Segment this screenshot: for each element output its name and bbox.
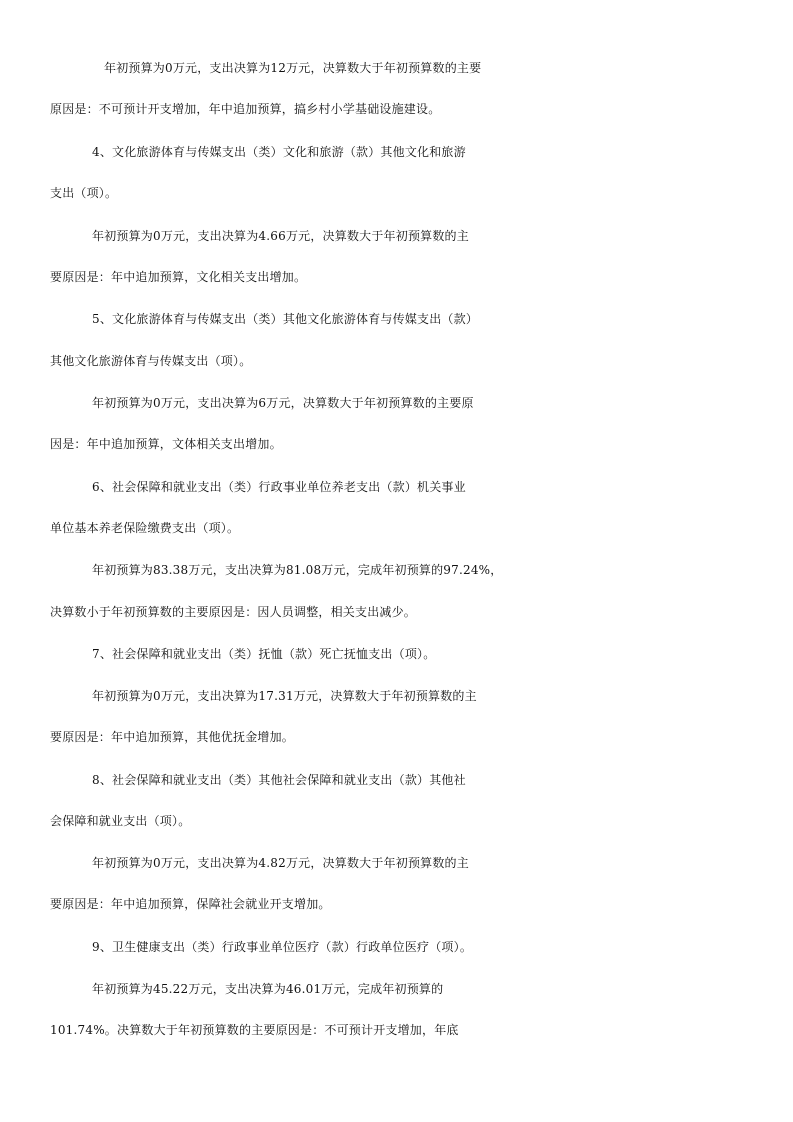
- section-heading-line: 6、社会保障和就业支出（类）行政事业单位养老支出（款）机关事业: [92, 480, 466, 494]
- paragraph-line: 年初预算为0万元，支出决算为12万元，决算数大于年初预算数的主要: [104, 61, 482, 75]
- section-heading-line: 8、社会保障和就业支出（类）其他社会保障和就业支出（款）其他社: [92, 773, 466, 787]
- paragraph-line: 决算数小于年初预算数的主要原因是：因人员调整，相关支出减少。: [50, 605, 417, 619]
- paragraph-line: 年初预算为83.38万元，支出决算为81.08万元，完成年初预算的97.24%，: [92, 563, 503, 577]
- paragraph-line: 101.74%。决算数大于年初预算数的主要原因是：不可预计开支增加，年底: [50, 1023, 459, 1037]
- paragraph-line: 原因是：不可预计开支增加，年中追加预算，搞乡村小学基础设施建设。: [50, 102, 441, 116]
- section-heading-line: 4、文化旅游体育与传媒支出（类）文化和旅游（款）其他文化和旅游: [92, 145, 466, 159]
- paragraph-line: 要原因是：年中追加预算，文化相关支出增加。: [50, 270, 307, 284]
- paragraph-line: 年初预算为0万元，支出决算为4.66万元，决算数大于年初预算数的主: [92, 229, 469, 243]
- paragraph-line: 因是：年中追加预算，文体相关支出增加。: [50, 437, 282, 451]
- section-heading-line: 会保障和就业支出（项）。: [50, 814, 191, 828]
- section-heading-line: 其他文化旅游体育与传媒支出（项）。: [50, 354, 252, 368]
- paragraph-line: 年初预算为0万元，支出决算为4.82万元，决算数大于年初预算数的主: [92, 856, 469, 870]
- paragraph-line: 年初预算为0万元，支出决算为17.31万元，决算数大于年初预算数的主: [92, 689, 477, 703]
- paragraph-line: 要原因是：年中追加预算，其他优抚金增加。: [50, 730, 295, 744]
- paragraph-line: 要原因是：年中追加预算，保障社会就业开支增加。: [50, 897, 331, 911]
- section-heading-line: 5、文化旅游体育与传媒支出（类）其他文化旅游体育与传媒支出（款）: [92, 312, 479, 326]
- section-heading-line: 支出（项）。: [50, 186, 118, 200]
- paragraph-line: 年初预算为45.22万元，支出决算为46.01万元，完成年初预算的: [92, 982, 444, 996]
- section-heading-line: 单位基本养老保险缴费支出（项）。: [50, 521, 240, 535]
- paragraph-line: 年初预算为0万元，支出决算为6万元，决算数大于年初预算数的主要原: [92, 396, 474, 410]
- section-heading-line: 9、卫生健康支出（类）行政事业单位医疗（款）行政单位医疗（项）。: [92, 940, 473, 954]
- section-heading-line: 7、社会保障和就业支出（类）抚恤（款）死亡抚恤支出（项）。: [92, 647, 436, 661]
